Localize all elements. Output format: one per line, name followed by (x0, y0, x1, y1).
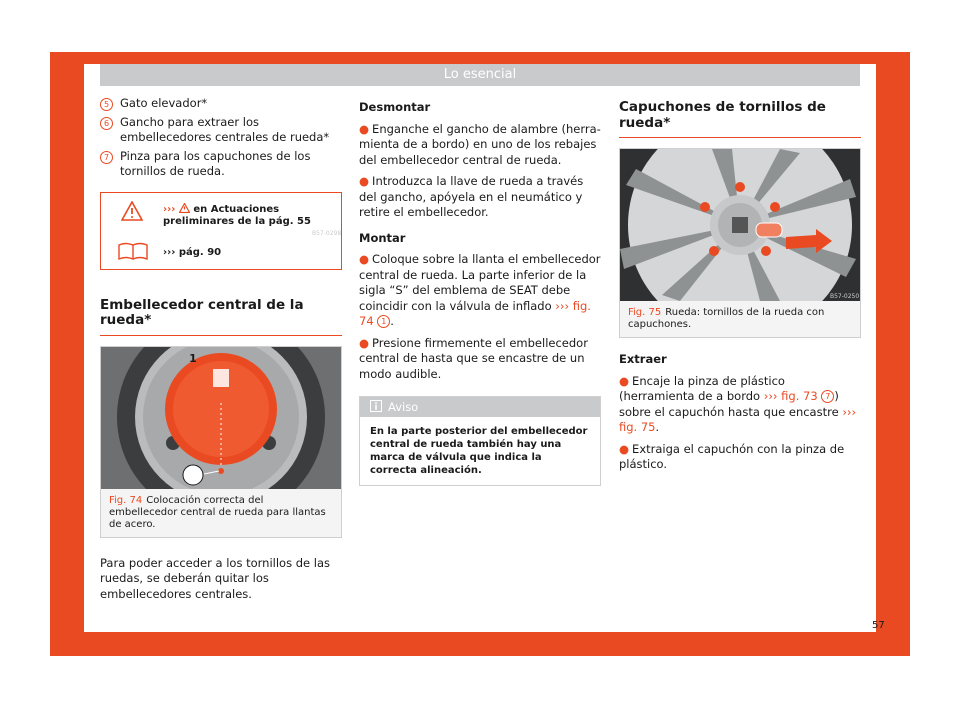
list-item-text: Gato elevador* (120, 96, 208, 110)
figure-caption (620, 301, 860, 337)
item-number-badge: 5 (100, 98, 113, 111)
column-right (619, 96, 861, 479)
bullet-text: Presione firmemente el embellecedor central de hasta que se encastre de un modo audible. (359, 335, 588, 381)
bullet-icon: ● (359, 252, 370, 266)
bullet-item (359, 174, 601, 221)
chapter-header: Lo esencial (100, 64, 860, 86)
figure-75 (619, 148, 861, 338)
bullet-icon: ● (359, 121, 370, 136)
warning-icon (179, 203, 190, 213)
bullet-icon: ● (359, 335, 370, 350)
list-item (100, 149, 342, 180)
warning-reference[interactable] (163, 203, 338, 228)
aviso-text: En la parte posterior del embellecedor central de rueda también hay una marca de válvula que indica la correcta alineación. (370, 426, 588, 476)
book-reference[interactable]: ››› pág. 90 (163, 246, 222, 258)
wheel-image (101, 347, 341, 489)
bullet-item (359, 122, 601, 169)
section-title: Embellecedor central de la rueda* (100, 298, 342, 336)
wheel-bolts-image (620, 149, 860, 301)
list-item-text: Pinza para los capuchones de los tornillos de rueda. (120, 148, 311, 178)
bullet-text: Enganche el gancho de alambre (herramienta de a bordo) en uno de los rebajes del embellecedor central de rueda. (359, 121, 601, 167)
bullet-item (359, 252, 601, 330)
equipment-list (100, 96, 342, 180)
info-icon (370, 400, 382, 412)
section-title: Capuchones de tornillos de rueda* (619, 100, 861, 138)
bullet-item (619, 374, 861, 436)
aviso-header (360, 397, 600, 417)
bullet-text: Encaje la pinza de plástico (herramienta de a bordo (619, 373, 785, 403)
ref-text: en Actuaciones preliminares de la pág. 55 (163, 203, 311, 227)
item-number-badge: 7 (100, 151, 113, 164)
book-icon (117, 241, 151, 261)
aviso-title: Aviso (388, 400, 419, 414)
figure-callout: 1 (189, 352, 197, 365)
column-middle (359, 96, 601, 486)
warning-icon (121, 201, 143, 221)
figure-link[interactable]: ››› fig. 74 (359, 298, 591, 328)
aviso-box (359, 396, 601, 486)
figure-caption-text: Rueda: tornillos de la rueda con capuchones. (628, 307, 825, 330)
subhead-desmontar: Desmontar (359, 100, 431, 114)
bullet-text-end: . (390, 314, 394, 328)
bullet-text-end: . (655, 420, 660, 434)
reference-box (100, 192, 342, 270)
bullet-item (619, 442, 861, 473)
ref-arrows: ››› (163, 203, 176, 215)
list-item (100, 96, 342, 112)
figure-link[interactable]: ››› fig. 73 (763, 389, 818, 403)
figure-label: Fig. 75 (628, 307, 662, 318)
bullet-text: ) sobre el capuchón hasta que encastre (619, 389, 843, 419)
figure-caption (101, 489, 341, 537)
figure-label: Fig. 74 (109, 494, 143, 506)
bullet-item (359, 336, 601, 383)
bullet-icon: ● (619, 441, 630, 456)
column-left (100, 96, 342, 610)
figure-link[interactable]: ››› fig. 75 (619, 404, 857, 434)
bullet-icon: ● (359, 174, 370, 188)
bullet-text: Introduzca la llave de rueda a través del gancho, apóyela en el neumático y retire el embellecedor. (359, 174, 584, 219)
bullet-text: Coloque sobre la llanta el embellecedor central de rueda. La parte inferior de la sigla “S” del emblema de SEAT debe coincidir con la válvula de inflado (359, 252, 601, 313)
callout-badge: 1 (377, 315, 390, 328)
list-item (100, 115, 342, 146)
figure-caption-text: Colocación correcta del embellecedor central de rueda para llantas de acero. (109, 494, 326, 530)
subhead-montar: Montar (359, 230, 406, 245)
callout-badge: 7 (821, 390, 834, 403)
body-paragraph: Para poder acceder a los tornillos de las ruedas, se deberán quitar los embellecedores centrales. (100, 555, 330, 601)
list-item-text: Gancho para extraer los embellecedores centrales de rueda* (120, 114, 330, 144)
page-number: 57 (872, 620, 885, 631)
figure-code: B57-0250 (830, 293, 860, 300)
figure-code: B57-0298 (312, 230, 342, 237)
item-number-badge: 6 (100, 117, 113, 130)
subhead-extraer: Extraer (619, 352, 667, 366)
bullet-icon: ● (619, 373, 630, 388)
bullet-text: Extraiga el capuchón con la pinza de plástico. (619, 441, 845, 471)
